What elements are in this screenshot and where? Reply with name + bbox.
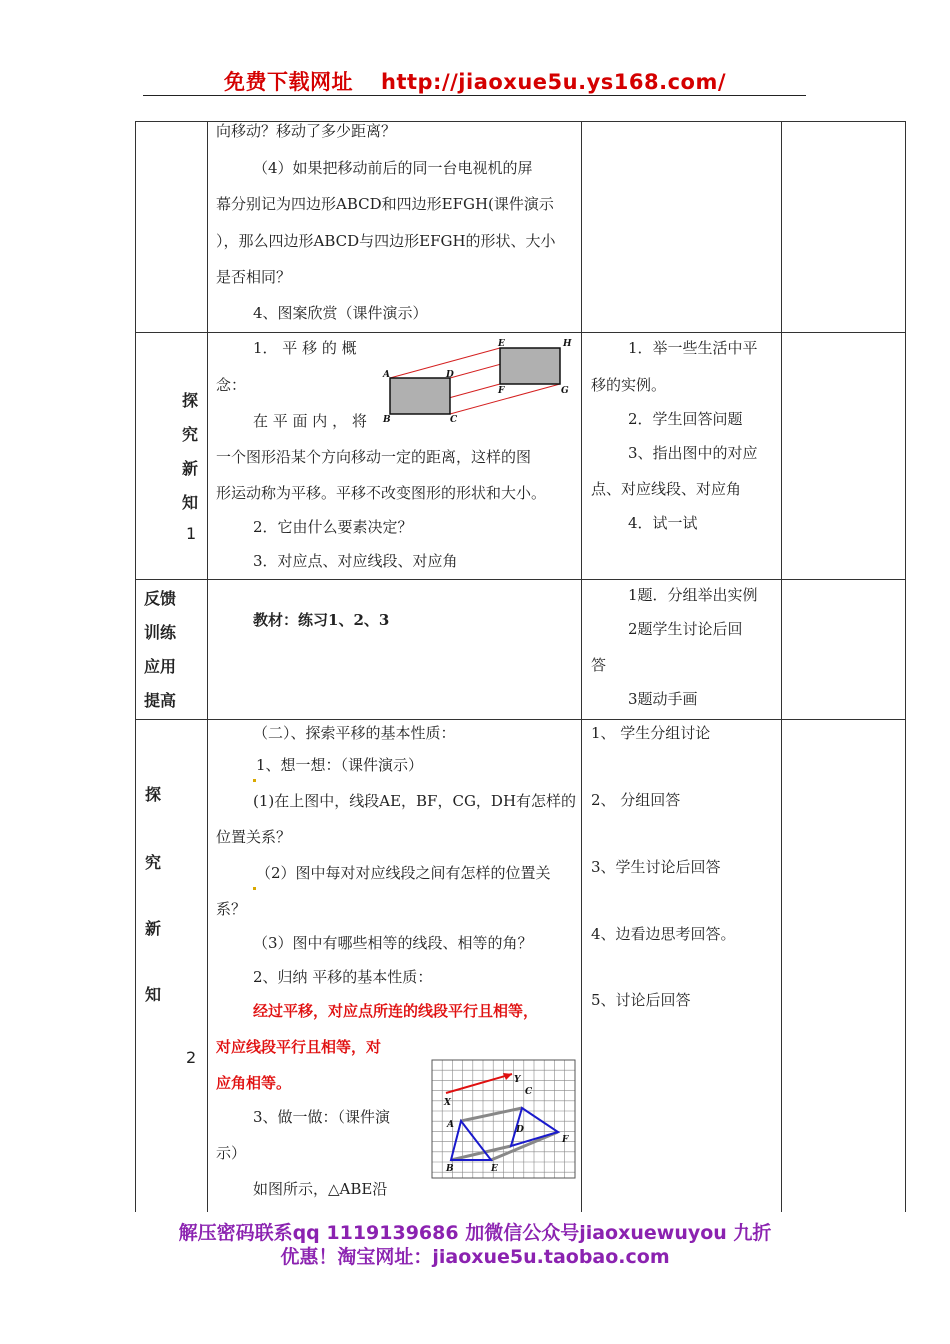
fig1-label-a: A bbox=[383, 370, 390, 380]
translation-concept-line-1: 1． 平 移 的 概 bbox=[253, 339, 357, 357]
row1-line-5: 是否相同？ bbox=[216, 268, 292, 286]
row2-student-line-3: 2．学生回答问题 bbox=[628, 410, 743, 428]
grid-label-y: Y bbox=[514, 1075, 521, 1085]
try-it-line-3: 如图所示，△ABE沿 bbox=[253, 1180, 388, 1198]
property-line-3: 应角相等。 bbox=[216, 1074, 292, 1092]
footer-line-1: 解压密码联系qq 1119139686 加微信公众号jiaoxuewuyou 九折 bbox=[178, 1222, 772, 1244]
footer-line-2[interactable]: 优惠！淘宝网址：jiaoxue5u.taobao.com bbox=[280, 1246, 670, 1268]
row4-label-char-5: 2 bbox=[186, 1048, 197, 1067]
row4-student-line-4: 4、边看边思考回答。 bbox=[591, 925, 736, 943]
fig1-label-c: C bbox=[450, 415, 458, 425]
fig1-label-e: E bbox=[498, 339, 505, 349]
translation-concept-line-2: 念： bbox=[216, 376, 247, 394]
row3-student-line-4: 3题动手画 bbox=[628, 690, 698, 708]
row2-label-char-4: 知 bbox=[182, 493, 199, 512]
fig1-label-g: G bbox=[561, 386, 569, 396]
row1-line-2: （4）如果把移动前后的同一台电视机的屏 bbox=[253, 159, 533, 177]
question-2-line-2: 系？ bbox=[216, 900, 247, 918]
try-it-line-1: 3、做一做：（课件演 bbox=[253, 1108, 391, 1126]
header-rule bbox=[143, 95, 806, 96]
question-1-line-2: 位置关系？ bbox=[216, 828, 292, 846]
segment-cg bbox=[450, 384, 560, 414]
row4-label-char-1: 探 bbox=[145, 785, 162, 804]
table-border-left bbox=[135, 121, 136, 1212]
row2-student-line-4: 3、指出图中的对应 bbox=[628, 444, 758, 462]
row1-line-1: 向移动？移动了多少距离？ bbox=[216, 122, 397, 140]
row2-label-char-3: 新 bbox=[182, 459, 199, 478]
properties-heading: （二）、探索平移的基本性质： bbox=[253, 724, 456, 742]
grid-label-x: X bbox=[444, 1098, 451, 1108]
property-line-1: 经过平移，对应点所连的线段平行且相等， bbox=[253, 1002, 539, 1020]
table-col-divider-2 bbox=[581, 121, 582, 1212]
fig1-label-d: D bbox=[446, 370, 454, 380]
row4-student-line-1: 1、 学生分组讨论 bbox=[591, 724, 711, 742]
row1-line-4: ），那么四边形ABCD与四边形EFGH的形状、大小 bbox=[216, 232, 556, 250]
grid-label-e: E bbox=[491, 1164, 498, 1174]
translation-rectangles-figure bbox=[380, 336, 580, 426]
row-divider-3 bbox=[135, 719, 905, 720]
translation-question-2: 2．它由什么要素决定？ bbox=[253, 518, 413, 536]
property-line-2: 对应线段平行且相等，对 bbox=[216, 1038, 382, 1056]
row1-line-3: 幕分别记为四边形ABCD和四边形EFGH(课件演示 bbox=[216, 195, 554, 213]
row3-label-line-3: 应用 bbox=[144, 657, 177, 676]
row4-label-char-4: 知 bbox=[145, 985, 162, 1004]
header-title-left: 免费下载网址 bbox=[224, 70, 353, 94]
translation-concept-line-3: 在 平 面 内 ， 将 bbox=[253, 412, 367, 430]
row3-label-line-4: 提高 bbox=[144, 691, 177, 710]
grid-label-c: C bbox=[525, 1087, 533, 1097]
row3-label-line-1: 反馈 bbox=[144, 589, 177, 608]
question-3: （3）图中有哪些相等的线段、相等的角？ bbox=[253, 934, 533, 952]
row3-label-line-2: 训练 bbox=[144, 623, 177, 642]
segment-ef bbox=[491, 1132, 558, 1160]
rectangle-efgh bbox=[500, 348, 560, 384]
header-url[interactable]: http://jiaoxue5u.ys168.com/ bbox=[381, 70, 726, 94]
translation-vector-xy bbox=[446, 1074, 512, 1093]
row3-student-line-2: 2题学生讨论后回 bbox=[628, 620, 743, 638]
row2-student-line-6: 4．试一试 bbox=[628, 514, 698, 532]
try-it-line-2: 示） bbox=[216, 1144, 247, 1162]
table-border-right bbox=[905, 121, 906, 1212]
table-col-divider-1 bbox=[207, 121, 208, 1212]
fig1-label-f: F bbox=[498, 386, 505, 396]
row4-student-line-3: 3、学生讨论后回答 bbox=[591, 858, 721, 876]
row-divider-1 bbox=[135, 332, 905, 333]
row-divider-2 bbox=[135, 579, 905, 580]
translation-question-3: 3．对应点、对应线段、对应角 bbox=[253, 552, 458, 570]
row3-student-line-3: 答 bbox=[591, 656, 607, 674]
grid-label-a: A bbox=[447, 1120, 454, 1130]
table-col-divider-3 bbox=[781, 121, 782, 1212]
question-2-line-1: （2）图中每对对应线段之间有怎样的位置关 bbox=[253, 856, 551, 890]
row2-label-char-2: 究 bbox=[182, 425, 199, 444]
row4-student-line-5: 5、讨论后回答 bbox=[591, 991, 691, 1009]
summarize-heading: 2、归纳 平移的基本性质： bbox=[253, 968, 433, 986]
rectangle-abcd bbox=[390, 378, 450, 414]
row2-student-line-5: 点、对应线段、对应角 bbox=[591, 480, 742, 498]
translation-concept-line-5: 形运动称为平移。平移不改变图形的形状和大小。 bbox=[216, 484, 547, 502]
segment-ac bbox=[461, 1108, 522, 1121]
think-about-it: 1、想一想：（课件演示） bbox=[253, 748, 423, 782]
row3-exercise: 教材：练习1、2、3 bbox=[253, 611, 390, 629]
question-1-line-1: (1)在上图中，线段AE，BF，CG，DH有怎样的 bbox=[253, 792, 577, 810]
grid-label-f: F bbox=[562, 1135, 569, 1145]
row2-student-line-2: 移的实例。 bbox=[591, 376, 667, 394]
row4-student-line-2: 2、 分组回答 bbox=[591, 791, 681, 809]
row2-label-char-5: 1 bbox=[186, 524, 197, 543]
row4-label-char-2: 究 bbox=[145, 853, 162, 872]
page-header bbox=[0, 66, 950, 96]
row3-student-line-1: 1题．分组举出实例 bbox=[628, 586, 758, 604]
grid-label-d: D bbox=[516, 1125, 524, 1135]
segment-ae bbox=[390, 348, 500, 378]
row1-line-6: 4、图案欣赏（课件演示） bbox=[253, 304, 428, 322]
fig1-label-b: B bbox=[383, 415, 391, 425]
row4-label-char-3: 新 bbox=[145, 919, 162, 938]
grid-translation-figure bbox=[428, 1056, 580, 1182]
row2-student-line-1: 1．举一些生活中平 bbox=[628, 339, 758, 357]
fig1-label-h: H bbox=[563, 339, 572, 349]
row2-label-char-1: 探 bbox=[182, 391, 199, 410]
translation-concept-line-4: 一个图形沿某个方向移动一定的距离，这样的图 bbox=[216, 448, 532, 466]
grid-label-b: B bbox=[446, 1164, 454, 1174]
